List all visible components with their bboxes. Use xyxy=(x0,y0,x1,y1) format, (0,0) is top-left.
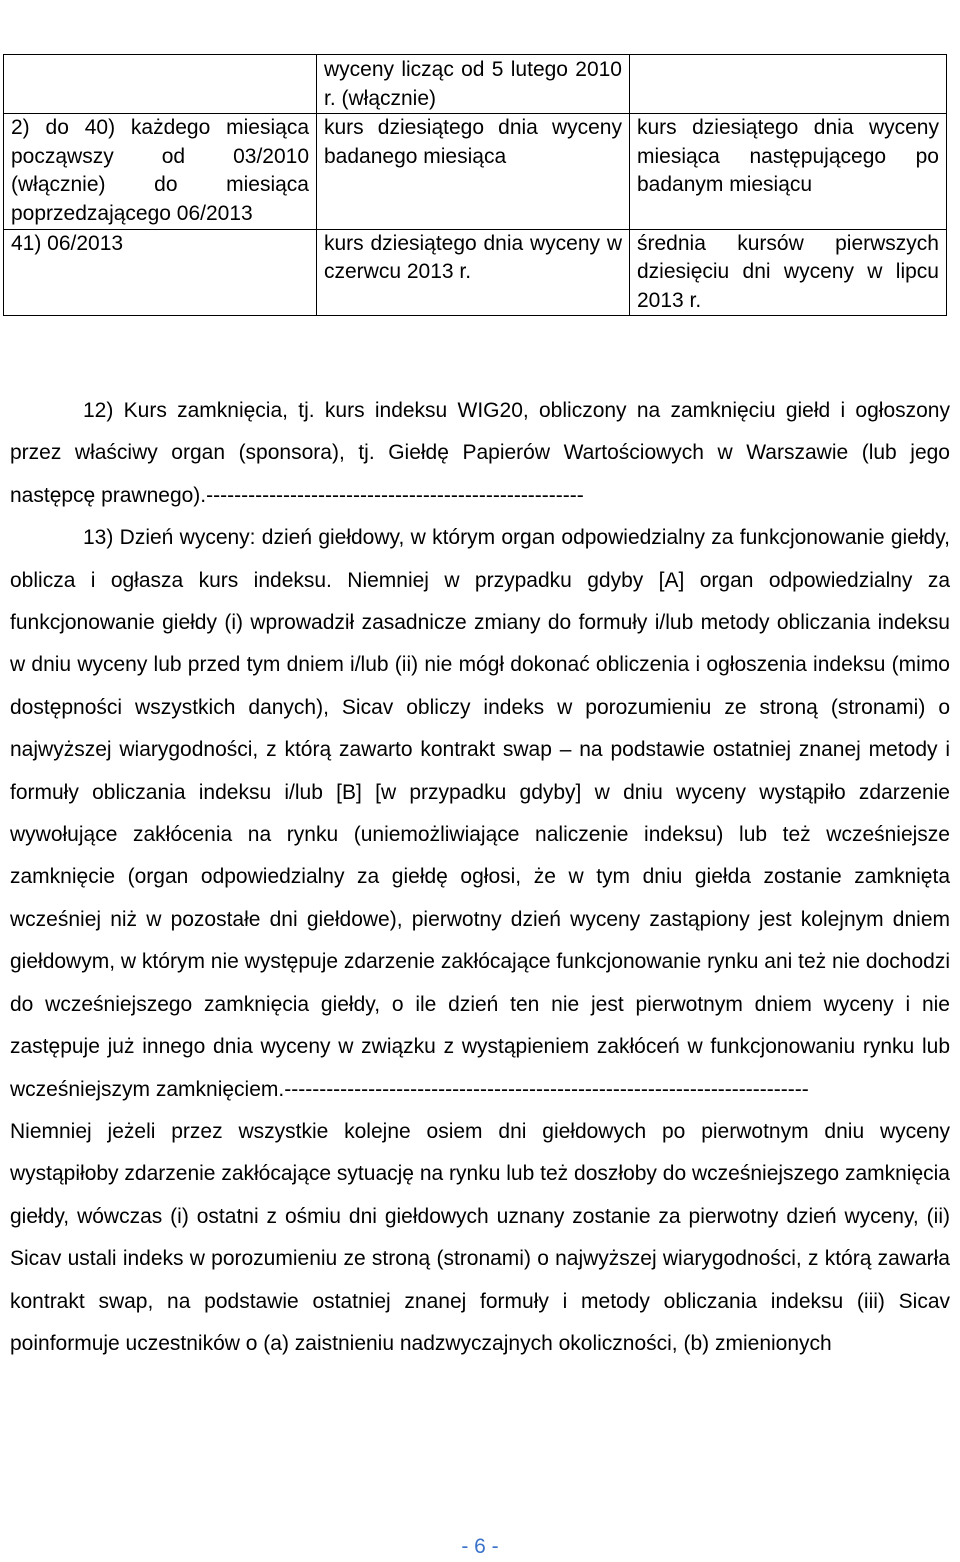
table-cell xyxy=(317,55,630,114)
table-row xyxy=(4,55,947,114)
cell-text: średnia kursów pierwszych dziesięciu dni wyceny w lipcu 2013 r. xyxy=(637,231,939,312)
table-cell xyxy=(4,55,317,114)
paragraph-definition-13: 13) Dzień wyceny: dzień giełdowy, w którym organ odpowiedzialny za funkcjonowanie giełdy, oblicza i ogłasza kurs indeksu. Niemniej w przypadku gdyby [A] organ odpowiedzialny za funkcjonowanie giełdy (i) wprowadził zasadnicze zmiany do formuły i/lub metody obliczania indeksu w dniu wyceny lub przed tym dniem i/lub (ii) nie mógł dokonać obliczenia i ogłoszenia indeksu (mimo dostępności wszystkich danych), Sicav obliczy indeks w porozumieniu ze stroną (stronami) o najwyższej wiarygodności, z którą zawarto kontrakt swap – na podstawie ostatniej znanej metody i formuły obliczania indeksu i/lub [B] [w przypadku gdyby] w dniu wyceny wystąpiło zdarzenie wywołujące zakłócenia na rynku (uniemożliwiające naliczenie indeksu) lub też wcześniejsze zamknięcie (organ odpowiedzialny za giełdę ogłosi, że w tym dniu giełda zostanie zamknięta wcześniej niż w pozostałe dni giełdowe), pierwotny dzień wyceny zastąpiony jest kolejnym dniem giełdowym, w którym nie występuje zdarzenie zakłócające funkcjonowanie rynku ani też nie dochodzi do wcześniejszego zamknięcia giełdy, o ile dzień ten nie jest pierwotnym dniem wyceny i nie zastępuje już innego dnia wyceny w związku z wystąpieniem zakłóceń w funkcjonowaniu rynku lub wcześniejszym zamknięciem.--------------------------------------------------------------------------- xyxy=(10,526,950,1101)
table-row xyxy=(4,114,947,229)
paragraph-definition-12: 12) Kurs zamknięcia, tj. kurs indeksu WIG20, obliczony na zamknięciu giełd i ogłoszony przez właściwy organ (sponsora), tj. Giełdę Papierów Wartościowych w Warszawie (lub jego następcę prawnego).------------------------------------------------------ xyxy=(10,399,950,507)
table-cell xyxy=(4,114,317,229)
paragraph-continuation: Niemniej jeżeli przez wszystkie kolejne osiem dni giełdowych po pierwotnym dniu wyceny wystąpiłoby zdarzenie zakłócające sytuację na rynku lub też doszłoby do wcześniejszego zamknięcia giełdy, wówczas (i) ostatni z ośmiu dni giełdowych uznany zostanie za pierwotny dzień wyceny, (ii) Sicav ustali indeks w porozumieniu ze stroną (stronami) o najwyższej wiarygodności, z którą zawarła kontrakt swap, na podstawie ostatniej znanej formuły i metody obliczania indeksu (iii) Sicav poinformuje uczestników o (a) zaistnieniu nadzwyczajnych okoliczności, (b) zmienionych xyxy=(10,1119,950,1355)
cell-text: wyceny licząc od 5 lutego 2010 r. (włącznie) xyxy=(324,58,622,110)
table-cell xyxy=(630,55,947,114)
table-row xyxy=(4,229,947,316)
page-number: - 6 - xyxy=(461,1535,499,1558)
cell-text: 41) 06/2013 xyxy=(11,231,124,255)
table-cell xyxy=(630,114,947,229)
cell-text: kurs dziesiątego dnia wyceny w czerwcu 2013 r. xyxy=(324,231,622,284)
table-cell xyxy=(4,229,317,316)
cell-text: kurs dziesiątego dnia wyceny badanego miesiąca xyxy=(324,116,622,168)
valuation-table xyxy=(3,54,947,316)
cell-text: kurs dziesiątego dnia wyceny miesiąca następującego po badanym miesiącu xyxy=(637,116,939,197)
cell-text: 2) do 40) każdego miesiąca począwszy od 03/2010 (włącznie) do miesiąca poprzedzającego 06/2013 xyxy=(11,116,309,225)
table-cell xyxy=(317,229,630,316)
document-body xyxy=(10,390,950,1365)
table-cell xyxy=(317,114,630,229)
table-cell xyxy=(630,229,947,316)
